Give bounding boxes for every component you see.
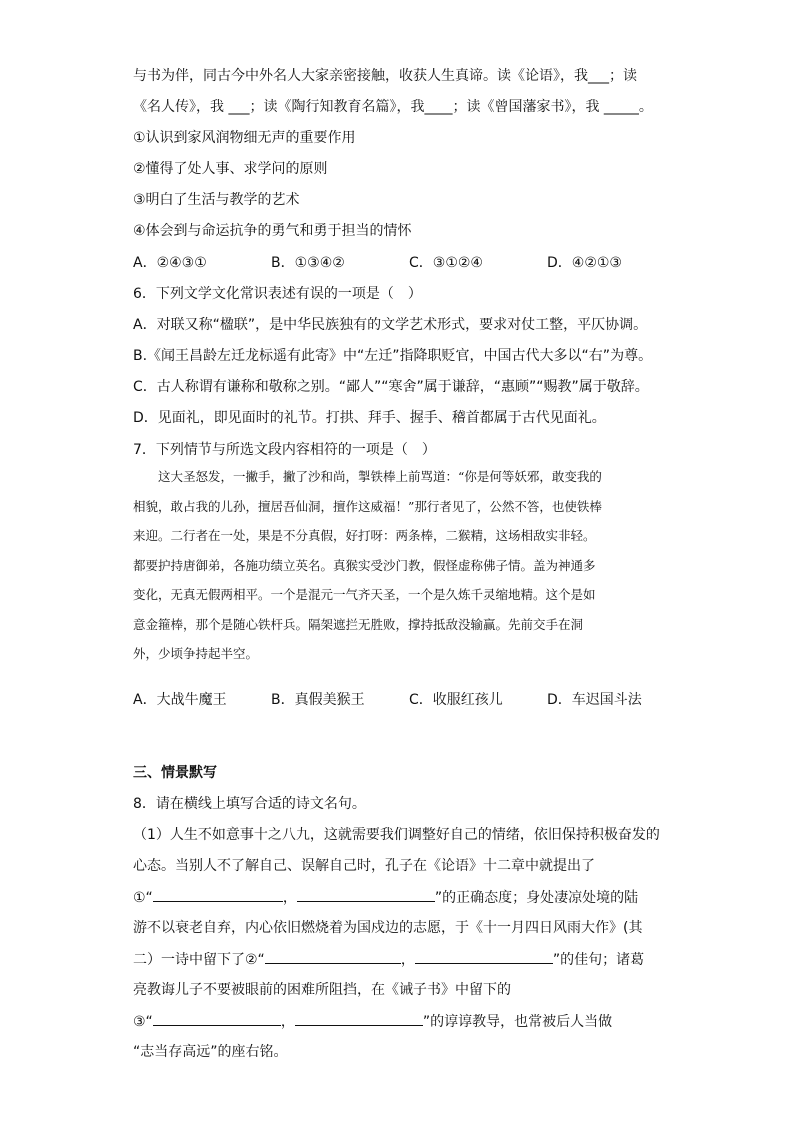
answer-blank-3b[interactable]	[295, 1011, 423, 1026]
q8-stem: 8．请在横线上填写合适的诗文名句。	[133, 796, 366, 812]
passage-line-2: 相貌，敢占我的儿孙，擅居吾仙洞，擅作这威福！”那行者见了，公然不答，也使铁棒	[133, 498, 602, 514]
q8-p1-line-8: “志当存高远”的座右铭。	[133, 1044, 288, 1060]
passage-line-7: 外，少顷争持起半空。	[133, 646, 259, 661]
blank-3-suffix: ”的谆谆教导，也常被后人当做	[422, 1014, 613, 1030]
q7-option-a[interactable]: A．大战牛魔王	[133, 692, 227, 708]
q5-item-4: ④体会到与命运抗争的勇气和勇于担当的情怀	[133, 223, 412, 239]
q5-stem-line-2: 《名人传》，我 ___；读《陶行知教育名篇》，我____；读《曾国藩家书》，我 _____。	[133, 99, 653, 115]
passage-line-5: 变化，无真无假两相平。一个是混元一气齐天圣，一个是久炼千灵缩地精。这个是如	[133, 587, 596, 602]
passage-line-4: 都要护持唐御弟，各施功绩立英名。真猴实受沙门教，假怪虚称佛子情。盖为神通多	[133, 557, 596, 573]
section-heading: 三、情景默写	[133, 765, 217, 781]
q8-p1-line-3	[133, 887, 638, 908]
answer-blank-1b[interactable]	[297, 887, 435, 902]
blank-1-comma: ，	[282, 890, 297, 906]
q6-option-b[interactable]: B.《闻王昌龄左迁龙标遥有此寄》中“左迁”指降职贬官，中国古代大多以“右”为尊。	[133, 348, 653, 364]
q8-p1-line-1: （1）人生不如意事十之八九，这就需要我们调整好自己的情绪，依旧保持积极奋发的	[133, 827, 660, 843]
blank-3-comma: ，	[280, 1014, 295, 1030]
answer-blank-2b[interactable]	[415, 949, 553, 964]
q6-stem: 6．下列文学文化常识表述有误的一项是（ ）	[133, 286, 422, 302]
q8-p1-line-4: 游不以衰老自弃，内心依旧燃烧着为国戍边的志愿，于《十一月四日风雨大作》(其	[133, 920, 643, 936]
q5-stem-line-1: 与书为伴，同古今中外名人大家亲密接触，收获人生真谛。读《论语》，我___；读	[133, 68, 637, 84]
answer-blank-3a[interactable]	[153, 1011, 281, 1026]
blank-1-suffix: ”的正确态度；身处凄凉处境的陆	[434, 890, 639, 906]
q5-item-3: ③明白了生活与教学的艺术	[133, 192, 300, 208]
q5-item-2: ②懂得了处人事、求学问的原则	[133, 161, 328, 177]
blank-1-prefix: ①“	[133, 890, 153, 906]
blank-3-prefix: ③“	[133, 1014, 153, 1030]
q5-option-b[interactable]: B．①③④②	[271, 255, 345, 271]
q5-item-1: ①认识到家风润物细无声的重要作用	[133, 130, 356, 146]
q8-p1-line-2: 心态。当别人不了解自己、误解自己时，孔子在《论语》十二章中就提出了	[133, 858, 595, 874]
q7-stem: 7．下列情节与所选文段内容相符的一项是（ ）	[133, 442, 436, 458]
q7-option-c[interactable]: C．收服红孩儿	[409, 692, 503, 708]
passage-line-3: 来迎。二行者在一处，果是不分真假，好打呀：两条棒，二猴精，这场相敌实非轻。	[133, 528, 596, 543]
answer-blank-1a[interactable]	[153, 887, 283, 902]
answer-blank-2a[interactable]	[265, 949, 401, 964]
q7-option-b[interactable]: B．真假美猴王	[271, 692, 365, 708]
q5-option-c[interactable]: C．③①②④	[409, 255, 483, 271]
q5-option-a[interactable]: A．②④③①	[133, 255, 207, 271]
q7-options	[133, 690, 673, 710]
blank-2-suffix: ”的佳句；诸葛	[552, 952, 645, 968]
q8-p1-line-6: 亮教诲儿子不要被眼前的困难所阻挡，在《诫子书》中留下的	[133, 982, 511, 998]
q8-p1-line-5	[133, 949, 644, 970]
q7-passage	[133, 462, 661, 669]
q6-option-c[interactable]: C．古人称谓有谦称和敬称之别。“鄙人”“寒舍”属于谦辞，“惠顾”“赐教”属于敬辞。	[133, 379, 649, 395]
blank-2-prefix: 二）一诗中留下了②“	[133, 952, 265, 968]
blank-2-comma: ，	[400, 952, 415, 968]
passage-line-6: 意金箍棒，那个是随心铁杆兵。隔架遮拦无胜败，撑持抵敌没输赢。先前交手在洞	[133, 616, 584, 632]
q7-option-d[interactable]: D．车迟国斗法	[547, 692, 642, 708]
q5-options	[133, 253, 673, 273]
q6-option-a[interactable]: A．对联又称“楹联”，是中华民族独有的文学艺术形式，要求对仗工整，平仄协调。	[133, 317, 648, 333]
q6-option-d[interactable]: D．见面礼，即见面时的礼节。打拱、拜手、握手、稽首都属于古代见面礼。	[133, 410, 606, 426]
q8-p1-line-7	[133, 1011, 612, 1032]
passage-line-1: 这大圣怒发，一撇手，撇了沙和尚，掣铁棒上前骂道：“你是何等妖邪，敢变我的	[158, 469, 602, 484]
q5-option-d[interactable]: D．④②①③	[547, 255, 622, 271]
